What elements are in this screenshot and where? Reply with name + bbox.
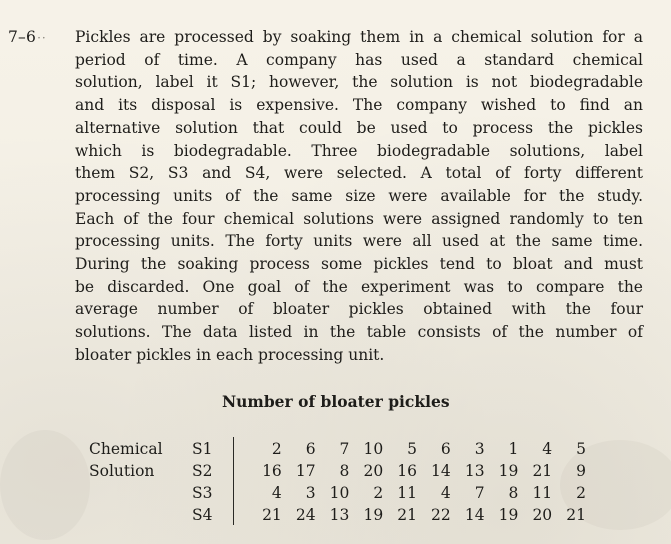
- data-table: [248, 438, 586, 526]
- statement-line: them S2, S3 and S4, were selected. A total of forty different: [75, 164, 643, 183]
- row-label: S4: [192, 506, 213, 524]
- table-cell: 22: [431, 506, 451, 524]
- problem-number: [8, 26, 47, 50]
- table-cell: 2: [373, 484, 384, 502]
- problem-statement: [75, 26, 643, 367]
- paper-stain: [0, 430, 90, 540]
- table-cell: 4: [271, 484, 282, 502]
- statement-line: Each of the four chemical solutions were assigned randomly to ten: [75, 209, 643, 228]
- table-cell: 16: [262, 462, 282, 480]
- table-row: [248, 438, 586, 460]
- table-cell: 21: [566, 506, 586, 524]
- row-label: S1: [192, 440, 213, 458]
- table-cell: 10: [363, 440, 384, 458]
- row-label: S2: [192, 462, 213, 480]
- table-cell: 13: [329, 506, 350, 524]
- row-label: S3: [192, 484, 213, 502]
- table-cell: 3: [305, 484, 316, 502]
- statement-line: and its disposal is expensive. The company wished to find an: [75, 96, 643, 115]
- statement-line: processing units of the same size were available for the study.: [75, 186, 643, 205]
- table-cell: 8: [339, 462, 350, 480]
- leader-dots: ··: [37, 31, 47, 45]
- table-cell: 4: [542, 440, 553, 458]
- table-cell: 1: [508, 440, 519, 458]
- statement-line: During the soaking process some pickles tend to bloat and must: [75, 255, 643, 274]
- statement-line: which is biodegradable. Three biodegradable solutions, label: [75, 141, 643, 160]
- table-cell: 13: [464, 462, 485, 480]
- statement-line: processing units. The forty units were all used at the same time.: [75, 232, 643, 251]
- table-cell: 5: [407, 440, 417, 458]
- statement-line: Pickles are processed by soaking them in a chemical solution for a: [75, 28, 643, 46]
- table-cell: 21: [397, 506, 417, 524]
- table-cell: 3: [474, 440, 485, 458]
- table-row: [248, 504, 586, 526]
- table-cell: 16: [397, 462, 417, 480]
- table-cell: 19: [363, 506, 384, 524]
- statement-line: alternative solution that could be used to process the pickles: [75, 118, 643, 137]
- problem-number-text: 7–6: [8, 28, 37, 46]
- statement-line: average number of bloater pickles obtained with the four: [75, 300, 643, 319]
- table-cell: 2: [576, 484, 586, 502]
- table-cell: 7: [474, 484, 485, 502]
- table-cell: 21: [262, 506, 282, 524]
- table-cell: 8: [508, 484, 519, 502]
- row-labels: [192, 438, 212, 526]
- factor-label-line: Chemical: [89, 440, 163, 458]
- table-cell: 11: [532, 484, 553, 502]
- statement-line: solutions. The data listed in the table consists of the number of: [75, 323, 643, 342]
- table-title: Number of bloater pickles: [222, 392, 450, 411]
- table-cell: 7: [339, 440, 350, 458]
- table-cell: 20: [532, 506, 553, 524]
- table-cell: 17: [295, 462, 316, 480]
- table-cell: 14: [464, 506, 485, 524]
- table-cell: 2: [271, 440, 282, 458]
- statement-line: bloater pickles in each processing unit.: [75, 345, 385, 364]
- table-cell: 24: [295, 506, 316, 524]
- statement-line: be discarded. One goal of the experiment was to compare the: [75, 277, 643, 296]
- factor-label: [89, 438, 163, 482]
- table-cell: 6: [305, 440, 316, 458]
- table-cell: 4: [440, 484, 451, 502]
- factor-label-line: Solution: [89, 462, 155, 480]
- statement-line: solution, label it S1; however, the solution is not biodegradable: [75, 73, 643, 92]
- statement-line: period of time. A company has used a standard chemical: [75, 50, 643, 69]
- table-row: [248, 482, 586, 504]
- table-cell: 14: [431, 462, 451, 480]
- table-cell: 9: [576, 462, 586, 480]
- table-cell: 10: [329, 484, 350, 502]
- table-cell: 19: [498, 506, 519, 524]
- table-cell: 20: [363, 462, 384, 480]
- table-cell: 5: [576, 440, 586, 458]
- table-cell: 19: [498, 462, 519, 480]
- table-cell: 21: [532, 462, 553, 480]
- table-row: [248, 460, 586, 482]
- table-divider: [233, 437, 234, 525]
- table-cell: 6: [440, 440, 451, 458]
- table-cell: 11: [397, 484, 417, 502]
